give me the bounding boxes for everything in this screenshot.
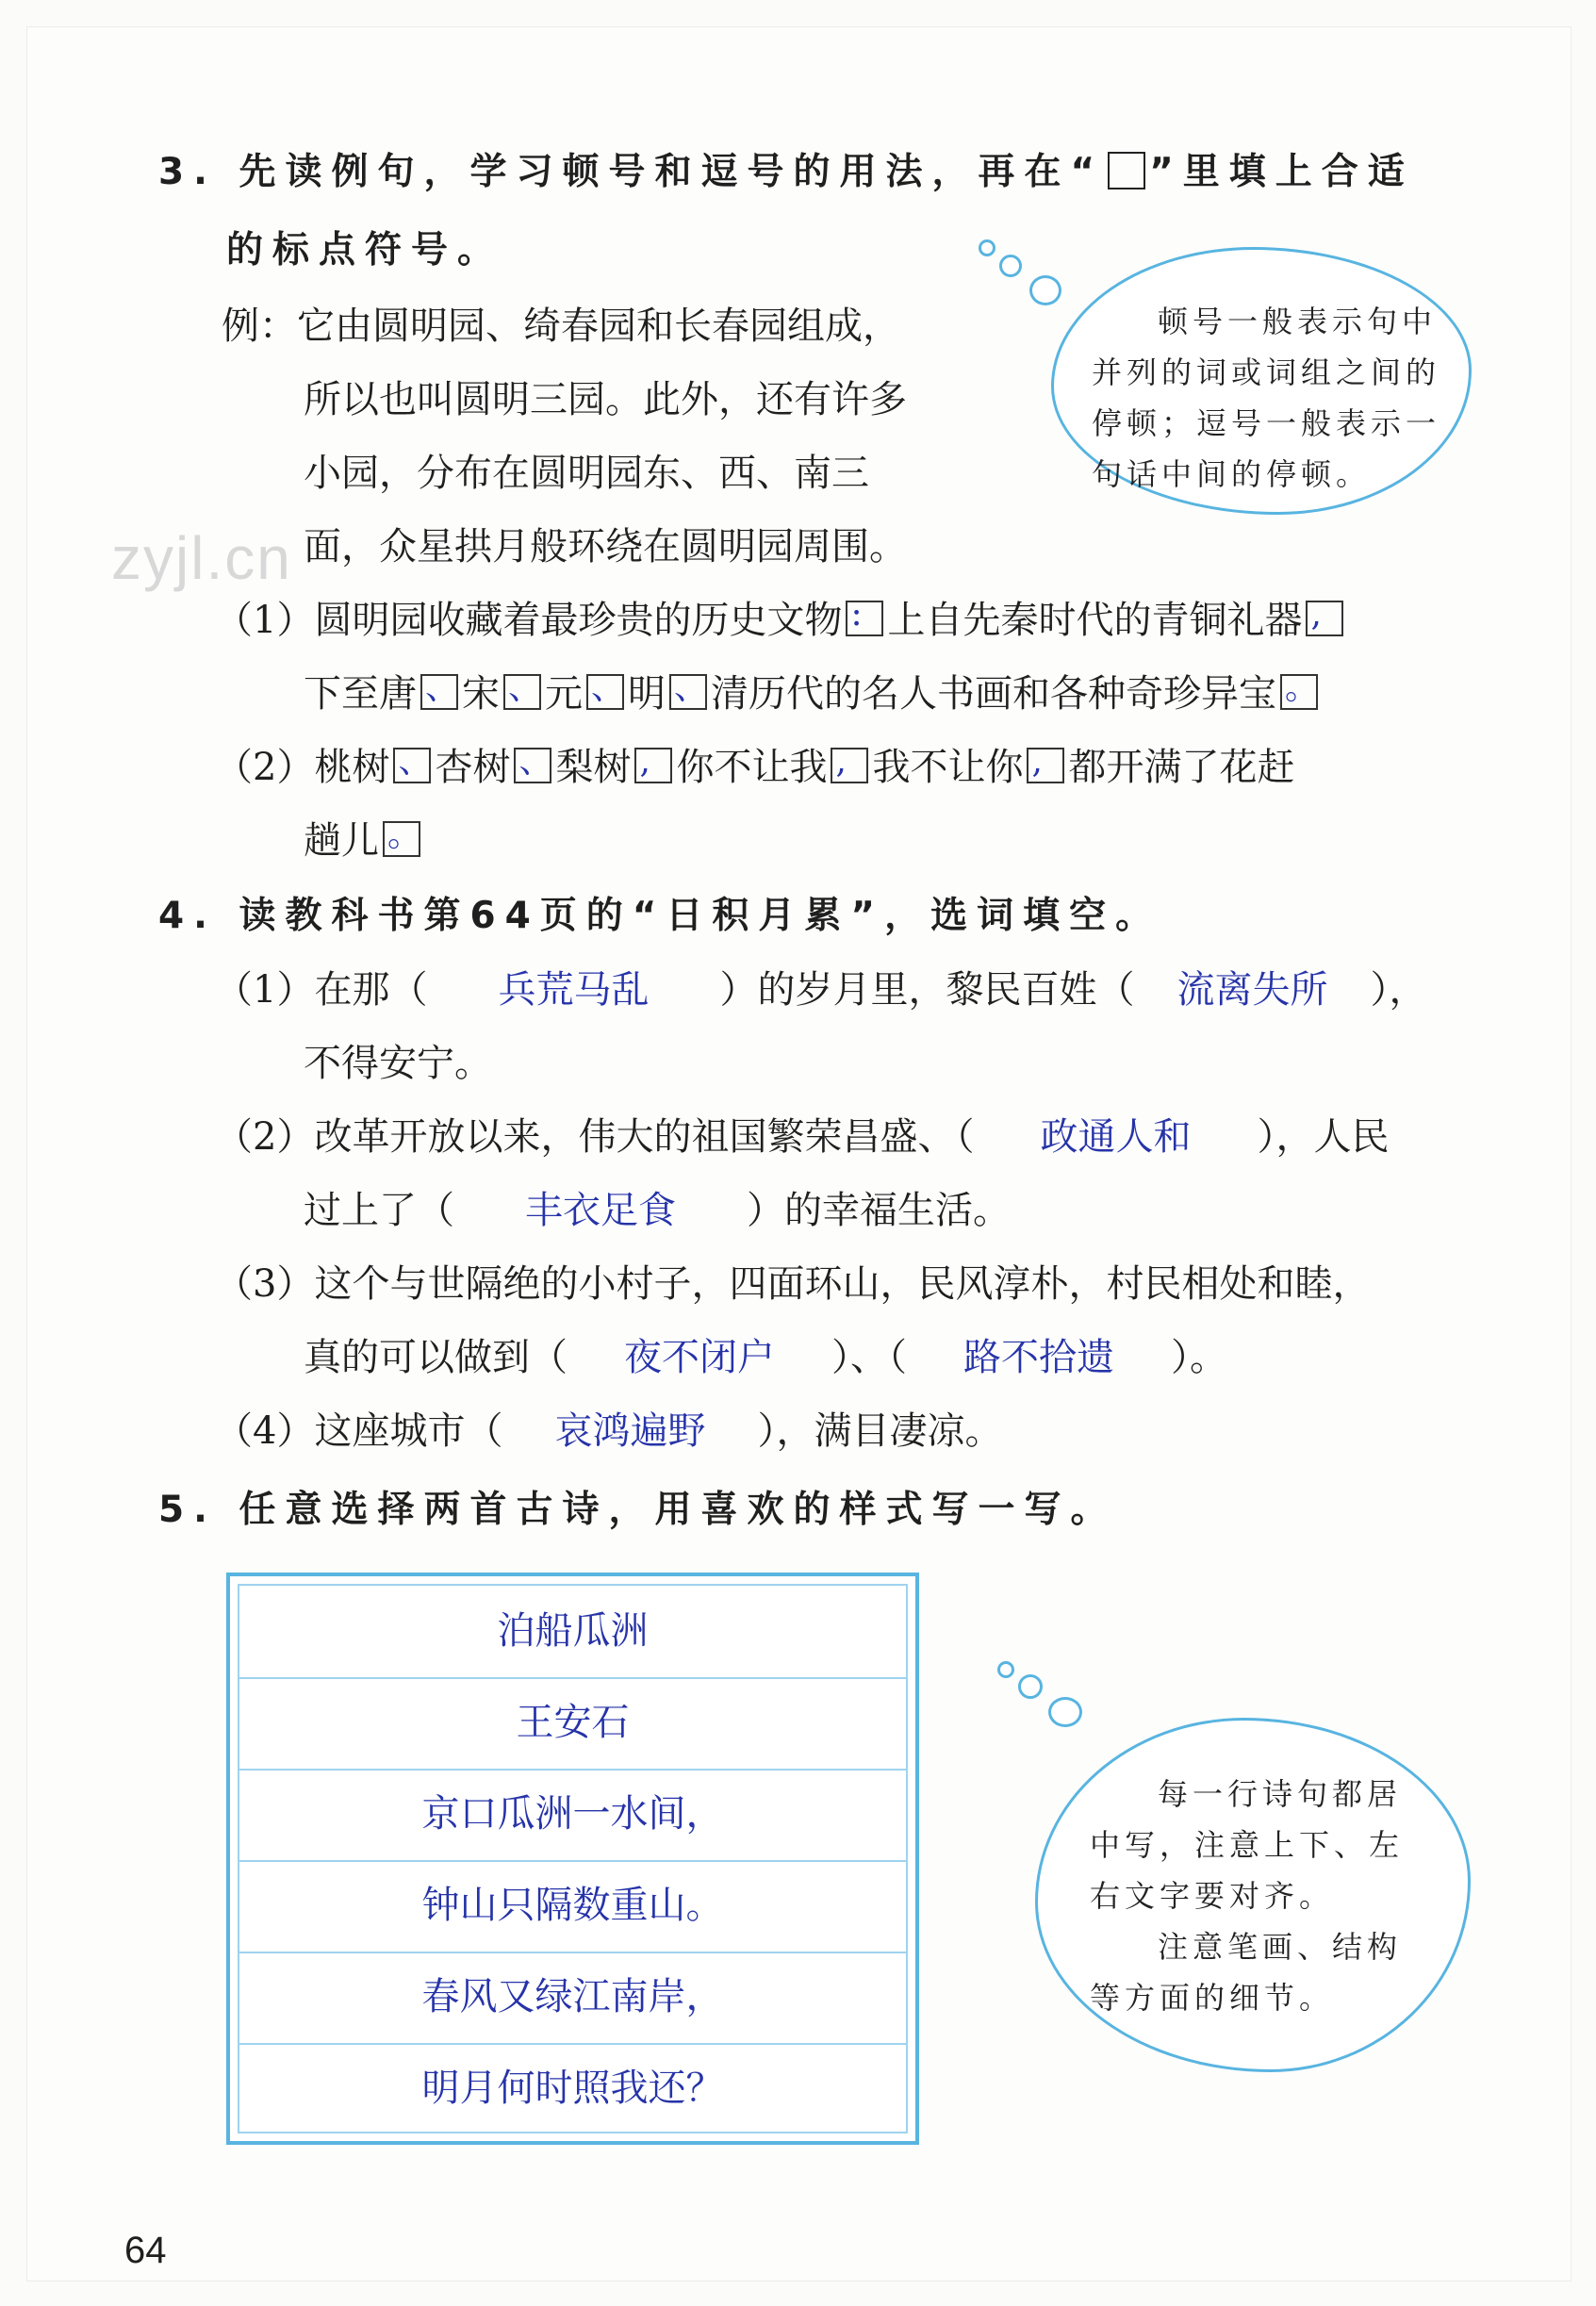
item-text: 真的可以做到（ xyxy=(304,1336,568,1379)
answer-box[interactable] xyxy=(383,815,422,857)
poem-line[interactable]: 明月何时照我还？ xyxy=(421,2067,724,2110)
answer-box[interactable] xyxy=(831,742,868,783)
empty-box-icon xyxy=(1108,152,1145,189)
q4-title: 4. 读教科书第64页的“日积月累”，选词填空。 xyxy=(158,895,1162,937)
answer-box[interactable] xyxy=(1280,668,1320,710)
q3-title-part2: ”里填上合适 xyxy=(1149,151,1414,193)
item-text: 宋 xyxy=(462,672,500,716)
item-text: 圆明园收藏着最珍贵的历史文物 xyxy=(314,599,843,642)
q3-example-line1: 例：它由圆明园、绮春园和长春园组成， xyxy=(222,305,900,348)
item-text: 上自先秦时代的青铜礼器 xyxy=(887,599,1303,642)
item-label: （2） xyxy=(215,1115,315,1159)
tip-line: 顿号一般表示句中 xyxy=(1158,304,1438,339)
answer-box[interactable] xyxy=(393,742,433,783)
item-text: 在那（ xyxy=(314,968,428,1012)
q4-item1-line1 xyxy=(215,965,1426,1014)
item-text: ）的幸福生活。 xyxy=(747,1189,1011,1232)
poem-title[interactable]: 泊船瓜洲 xyxy=(239,1586,906,1679)
answer-mark: 、 xyxy=(425,668,460,707)
q3-example-line3: 小园，分布在圆明园东、西、南三 xyxy=(304,452,869,495)
answer-mark: 、 xyxy=(508,668,543,707)
item-text: 趟儿 xyxy=(304,819,379,863)
q3-item1-line2 xyxy=(304,669,1322,718)
bubble-dot-icon xyxy=(997,1661,1014,1678)
item-label: （1） xyxy=(215,599,315,642)
poem-grid xyxy=(238,1584,908,2133)
item-text: 你不让我 xyxy=(676,746,828,789)
q4-item3-line1 xyxy=(215,1260,1370,1309)
item-label: （1） xyxy=(215,968,315,1012)
q3-item2-line1 xyxy=(215,743,1294,792)
item-text: 桃树 xyxy=(314,746,390,789)
poem-line[interactable]: 春风又绿江南岸， xyxy=(239,1952,906,2045)
answer-mark: , xyxy=(835,742,847,781)
item-text: ）， xyxy=(1370,968,1427,1012)
bubble-dot-icon xyxy=(1029,275,1061,305)
answer-text[interactable]: 哀鸿遍野 xyxy=(554,1409,706,1453)
item-text: ），人民 xyxy=(1257,1115,1390,1159)
q4-item2-line1 xyxy=(215,1112,1389,1161)
answer-text[interactable]: 丰衣足食 xyxy=(525,1189,676,1232)
tip-line: 并列的词或词组之间的 xyxy=(1092,354,1441,390)
q4-item1-line2: 不得安宁。 xyxy=(304,1042,492,1085)
item-label: （4） xyxy=(215,1409,315,1453)
tip-line: 注意笔画、结构 xyxy=(1158,1929,1403,1965)
q3-title-line2: 的标点符号。 xyxy=(226,229,504,272)
poem-writing-frame xyxy=(226,1573,919,2145)
answer-text[interactable]: 兵荒马乱 xyxy=(498,968,650,1012)
answer-mark: , xyxy=(1310,595,1322,634)
answer-box[interactable] xyxy=(634,742,672,783)
answer-mark: 。 xyxy=(387,815,422,854)
q4-item4-line1 xyxy=(215,1407,1002,1456)
answer-text[interactable]: 政通人和 xyxy=(1040,1115,1192,1159)
item-text: ）的岁月里，黎民百姓（ xyxy=(719,968,1135,1012)
q3-item2-line2 xyxy=(304,816,424,865)
q3-example-line4: 面，众星拱月般环绕在圆明园周围。 xyxy=(304,525,907,568)
tip-line: 句话中间的停顿。 xyxy=(1092,456,1372,492)
answer-mark: : xyxy=(850,595,863,634)
watermark: zyjl.cn xyxy=(111,524,292,592)
item-text: 都开满了花赶 xyxy=(1068,746,1295,789)
q5-title: 5. 任意选择两首古诗，用喜欢的样式写一写。 xyxy=(158,1489,1117,1531)
tip-line: 右文字要对齐。 xyxy=(1090,1878,1335,1914)
answer-mark: 、 xyxy=(674,668,709,707)
poem-line[interactable]: 京口瓜洲一水间， xyxy=(239,1769,906,1862)
answer-box[interactable] xyxy=(1306,595,1343,636)
answer-mark: 。 xyxy=(1285,668,1320,707)
item-text: 这个与世隔绝的小村子，四面环山，民风淳朴，村民相处和睦， xyxy=(314,1262,1371,1306)
bubble-dot-icon xyxy=(979,239,995,256)
poem-line[interactable]: 钟山只隔数重山。 xyxy=(239,1860,906,1953)
answer-mark: , xyxy=(1031,742,1043,781)
tip-line: 停顿；逗号一般表示一 xyxy=(1092,405,1441,441)
item-text: 过上了（ xyxy=(304,1189,454,1232)
item-text: ）、（ xyxy=(831,1336,907,1379)
item-text: 我不让你 xyxy=(872,746,1024,789)
item-text: ），满目凄凉。 xyxy=(757,1409,1003,1453)
item-text: ）。 xyxy=(1171,1336,1227,1379)
answer-box[interactable] xyxy=(1027,742,1064,783)
answer-text[interactable]: 夜不闭户 xyxy=(624,1336,775,1379)
answer-mark: , xyxy=(639,742,650,781)
answer-box[interactable] xyxy=(514,742,553,783)
bubble-dot-icon xyxy=(1018,1674,1043,1699)
tip-line: 每一行诗句都居 xyxy=(1158,1776,1403,1812)
item-text: 明 xyxy=(628,672,666,716)
page-number: 64 xyxy=(124,2230,167,2271)
answer-mark: 、 xyxy=(591,668,626,707)
q4-item2-line2 xyxy=(304,1186,1011,1235)
answer-box[interactable] xyxy=(420,668,460,710)
answer-text[interactable]: 路不拾遗 xyxy=(963,1336,1114,1379)
tip-line: 中写，注意上下、左 xyxy=(1090,1827,1405,1863)
q3-title-part1: 3. 先读例句，学习顿号和逗号的用法，再在“ xyxy=(158,151,1105,193)
answer-mark: 、 xyxy=(518,742,553,781)
item-label: （2） xyxy=(215,746,315,789)
answer-box[interactable] xyxy=(586,668,626,710)
q3-title xyxy=(158,148,1414,197)
poem-author[interactable]: 王安石 xyxy=(239,1677,906,1771)
answer-box[interactable] xyxy=(669,668,709,710)
answer-mark: 、 xyxy=(398,742,433,781)
q3-item1-line1 xyxy=(215,596,1347,645)
tip-line: 等方面的细节。 xyxy=(1090,1980,1335,2016)
item-label: （3） xyxy=(215,1262,315,1306)
item-text: 改革开放以来，伟大的祖国繁荣昌盛、（ xyxy=(314,1115,975,1159)
answer-box[interactable] xyxy=(503,668,543,710)
q3-example-line2: 所以也叫圆明三园。此外，还有许多 xyxy=(304,378,907,421)
item-text: 杏树 xyxy=(435,746,511,789)
item-text: 下至唐 xyxy=(304,672,417,716)
item-text: 这座城市（ xyxy=(314,1409,503,1453)
bubble-dot-icon xyxy=(1048,1697,1082,1727)
q4-item3-line2 xyxy=(304,1333,1227,1382)
item-text: 清历代的名人书画和各种奇珍异宝 xyxy=(711,672,1276,716)
item-text: 元 xyxy=(545,672,583,716)
answer-text[interactable]: 流离失所 xyxy=(1176,968,1328,1012)
bubble-dot-icon xyxy=(999,255,1022,277)
item-text: 梨树 xyxy=(555,746,632,789)
answer-box[interactable] xyxy=(846,595,883,636)
